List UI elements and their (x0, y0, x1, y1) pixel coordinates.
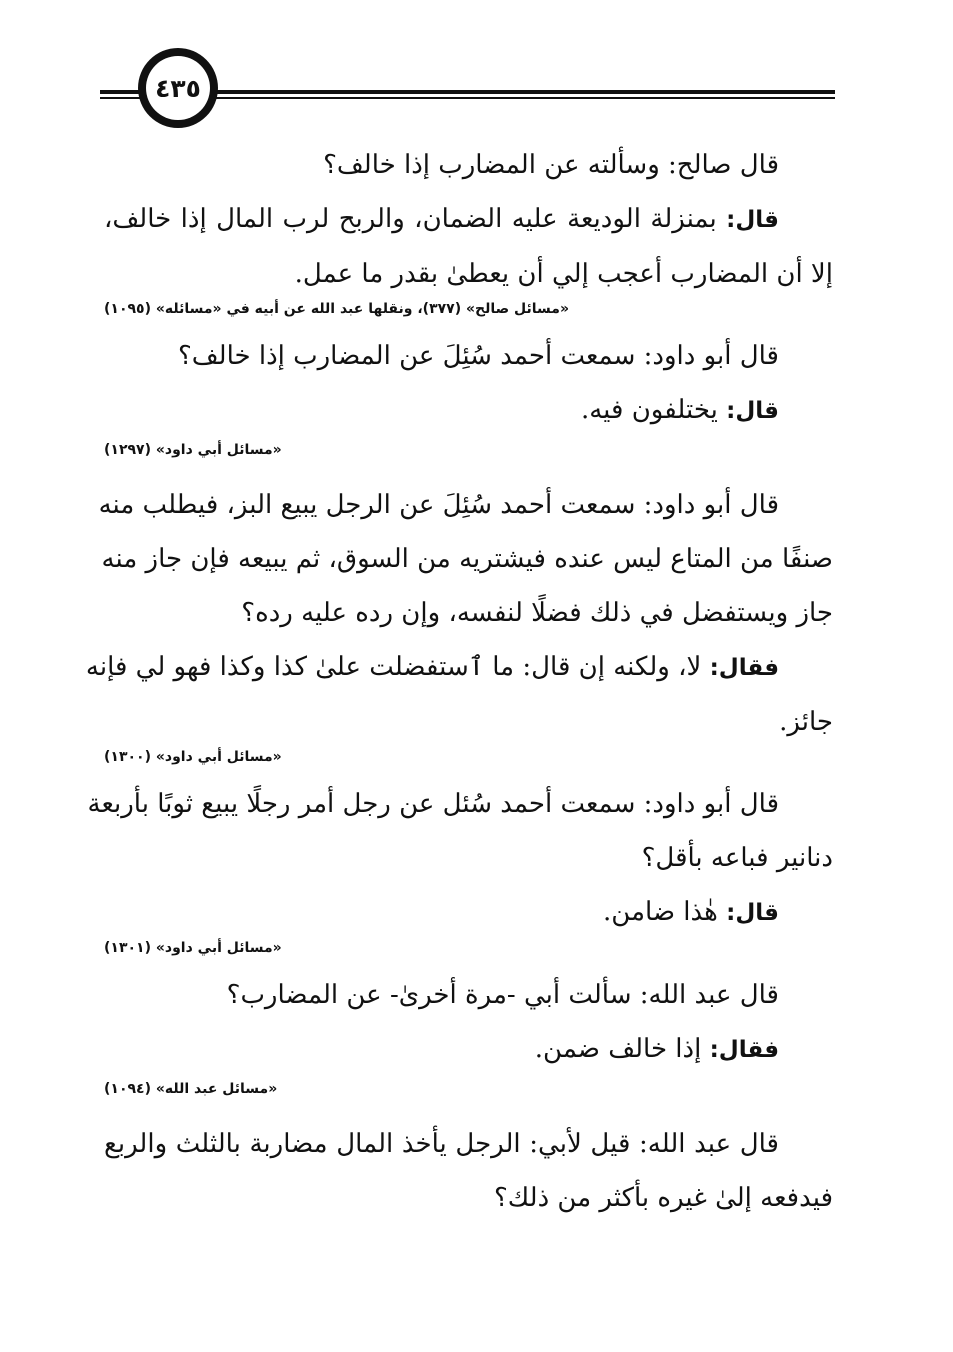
source-reference: «مسائل صالح» (٣٧٧)، ونقلها عبد الله عن أبيه في «مسائله» (١٠٩٥) (104, 301, 569, 317)
page-number: ٤٣٥ (146, 56, 210, 120)
paragraph-abdullah-2 (104, 1117, 833, 1225)
text-line: قال أبو داود: سمعت أحمد سُئِلَ عن المضارب إذا خالف؟ (177, 341, 779, 371)
text-line: صنفًا من المتاع ليس عنده فيشتريه من السوق، ثم يبيعه فإن جاز منه (101, 544, 833, 574)
text-line (104, 383, 833, 438)
line-text: هٰذا ضامن. (603, 897, 727, 927)
text-line: قال عبد الله: قيل لأبي: الرجل يأخذ المال مضاربة بالثلث والربع (104, 1129, 779, 1159)
page-body (85, 138, 833, 1225)
text-line: دنانير فباعه بأقل؟ (641, 843, 833, 873)
source-reference: «مسائل عبد الله» (١٠٩٤) (104, 1081, 278, 1097)
line-text: لا، ولكنه إن قال: ما ٱستفضلت علىٰ كذا وكذا فهو لي فإنه (85, 652, 710, 682)
text-line: جاز ويستفضل في ذلك فضلًا لنفسه، وإن رده عليه رده؟ (241, 598, 833, 628)
paragraph-saleh (104, 138, 833, 321)
text-line (85, 640, 833, 695)
source-reference: «مسائل أبي داود» (١٢٩٧) (104, 442, 282, 458)
paragraph-abu-dawud-3 (87, 777, 833, 960)
page-header (100, 44, 835, 134)
answer-label: قال: (726, 207, 779, 233)
text-line (104, 192, 833, 247)
text-line: قال صالح: وسألته عن المضارب إذا خالف؟ (323, 150, 779, 180)
answer-label: قال: (726, 900, 779, 926)
text-line: قال عبد الله: سألت أبي -مرة أخرىٰ- عن المضارب؟ (226, 980, 779, 1010)
text-line: فيدفعه إلىٰ غيره بأكثر من ذلك؟ (493, 1183, 833, 1213)
text-line (104, 1022, 833, 1077)
line-text: بمنزلة الوديعة عليه الضمان، والربح لرب المال إذا خالف، (104, 204, 727, 234)
source-reference: «مسائل أبي داود» (١٣٠١) (104, 940, 282, 956)
text-line: إلا أن المضارب أعجب إلي أن يعطىٰ بقدر ما عمل. (294, 259, 833, 289)
answer-label: قال: (726, 398, 779, 424)
paragraph-abdullah-1 (104, 968, 833, 1101)
text-line: قال أبو داود: سمعت أحمد سُئِلَ عن الرجل يبيع البز، فيطلب منه (98, 490, 779, 520)
answer-label: فقال: (709, 1037, 779, 1063)
answer-label: فقال: (709, 655, 779, 681)
line-text: يختلفون فيه. (580, 395, 727, 425)
line-text: إذا خالف ضمن. (534, 1034, 710, 1064)
paragraph-abu-dawud-1 (104, 329, 833, 462)
paragraph-abu-dawud-2 (85, 478, 833, 769)
page-number-badge (138, 48, 218, 128)
text-line (104, 885, 833, 940)
source-reference: «مسائل أبي داود» (١٣٠٠) (104, 749, 282, 765)
text-line: جائز. (779, 707, 833, 737)
text-line: قال أبو داود: سمعت أحمد سُئل عن رجل أمر رجلًا يبيع ثوبًا بأربعة (87, 789, 779, 819)
